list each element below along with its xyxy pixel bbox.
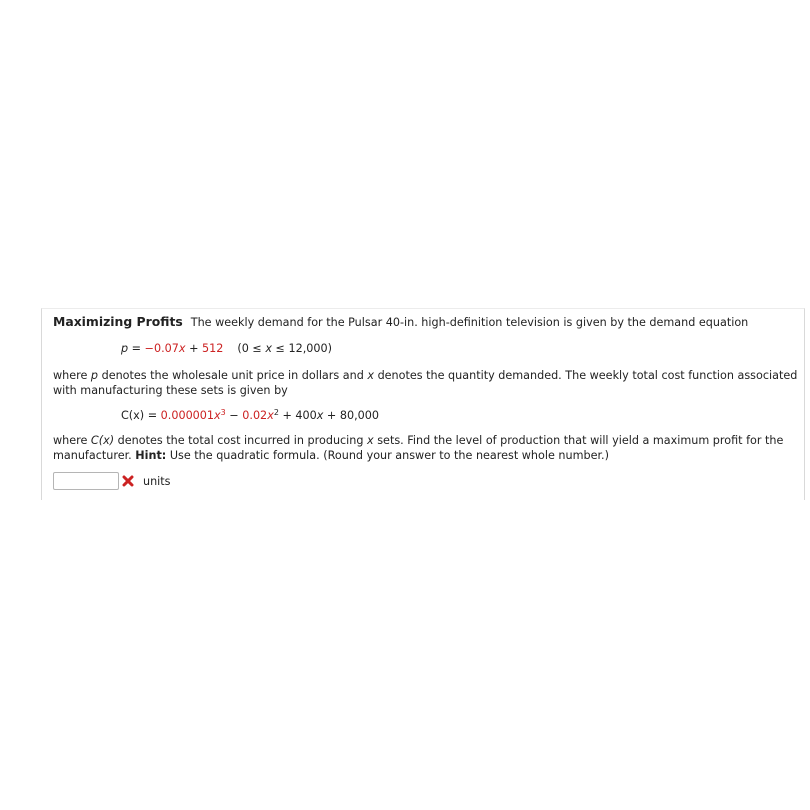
hint-label: Hint: [135, 449, 167, 462]
cost-coefficient-1: $0.000001x^3$ [160, 408, 226, 422]
answer-units: units [143, 474, 171, 488]
problem-content [53, 314, 798, 492]
cost-coefficient-2: 0.02x [242, 409, 274, 422]
problem-intro [53, 314, 798, 330]
demand-lhs: p [121, 342, 129, 355]
demand-coefficient: −0.07x [144, 342, 186, 355]
answer-row [53, 470, 798, 492]
problem-title: Maximizing Profits [53, 314, 183, 329]
cost-lhs: C(x) = [121, 409, 161, 422]
demand-plus: + [185, 342, 203, 355]
domain-close: ≤ 12,000) [271, 342, 332, 355]
hint-text: Use the quadratic formula. (Round your answer to the nearest whole number.) [166, 449, 609, 462]
problem-intro-text: The weekly demand for the Pulsar 40-in. high-definition television is given by the demand equation [190, 316, 749, 329]
demand-equals: = [128, 342, 145, 355]
demand-constant: 512 [202, 342, 224, 355]
question-paragraph: where C(x) denotes the total cost incurred in producing x sets. Find the level of production that will yield a maximum profit for the manufacturer. Hint: Use the quadratic formula. (Round your answer to the nearest whole number.) [53, 434, 784, 462]
domain-open: (0 ≤ [237, 342, 266, 355]
where-price-paragraph: where p denotes the wholesale unit price in dollars and x denotes the quantity demanded. The weekly total cost function associated with manufacturing these sets is given by [53, 369, 798, 397]
cost-minus: − [225, 409, 243, 422]
x-mark-icon [121, 474, 135, 488]
domain-var: x [265, 342, 272, 355]
demand-equation [53, 341, 798, 356]
cost-equation: $C(x) = 0.000001x^3 - 0.02x^2 + 400x + 80,000$ [121, 408, 380, 422]
answer-input[interactable] [53, 472, 119, 490]
